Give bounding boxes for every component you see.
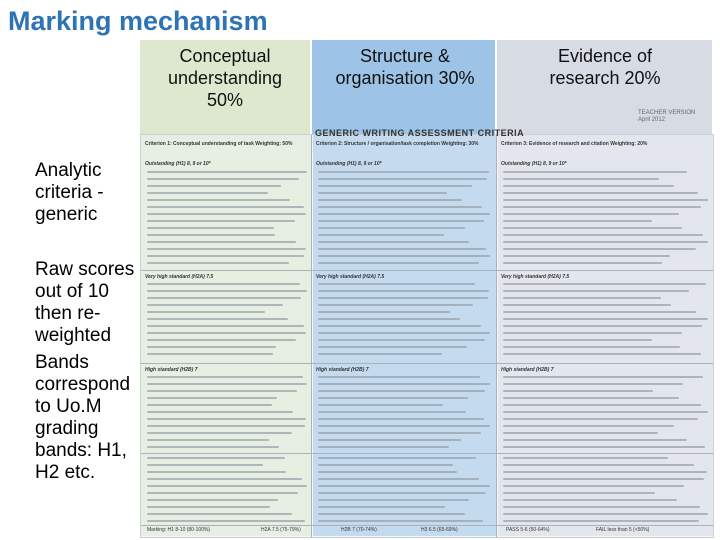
text-line bbox=[503, 376, 703, 378]
text-line bbox=[503, 241, 708, 243]
text-line bbox=[147, 457, 285, 459]
text-line bbox=[147, 390, 297, 392]
text-line bbox=[503, 520, 699, 522]
text-line bbox=[318, 290, 489, 292]
text-line bbox=[147, 404, 272, 406]
text-line bbox=[147, 425, 305, 427]
text-line bbox=[503, 478, 704, 480]
band-label-high: High standard (H2B) 7 bbox=[316, 367, 369, 373]
text-line bbox=[503, 418, 698, 420]
footer-band: H2B 7 (70-74%) bbox=[341, 527, 377, 533]
document-overlay bbox=[140, 110, 712, 138]
band-divider bbox=[141, 453, 713, 454]
text-line bbox=[503, 506, 700, 508]
band-label-high: High standard (H2B) 7 bbox=[501, 367, 554, 373]
text-line bbox=[503, 383, 683, 385]
band-label-very-high: Very high standard (H2A) 7.5 bbox=[145, 274, 214, 280]
doc-column-conceptual bbox=[141, 135, 311, 536]
text-line bbox=[318, 255, 490, 257]
text-line bbox=[318, 411, 466, 413]
text-line bbox=[503, 206, 701, 208]
text-line bbox=[503, 213, 679, 215]
text-line bbox=[318, 520, 483, 522]
text-line bbox=[147, 227, 274, 229]
text-line bbox=[147, 206, 304, 208]
text-line bbox=[503, 464, 694, 466]
criterion-heading: Criterion 3: Evidence of research and citation Weighting: 20% bbox=[501, 141, 648, 147]
footer-band: PASS 5-6 (50-64%) bbox=[506, 527, 550, 533]
text-line bbox=[147, 446, 279, 448]
text-line bbox=[318, 304, 473, 306]
text-line bbox=[318, 457, 476, 459]
text-line bbox=[503, 439, 687, 441]
text-line bbox=[147, 234, 275, 236]
text-line bbox=[318, 471, 457, 473]
column-divider bbox=[496, 135, 497, 537]
band-label-very-high: Very high standard (H2A) 7.5 bbox=[316, 274, 385, 280]
text-line bbox=[147, 192, 268, 194]
text-line bbox=[503, 227, 682, 229]
text-line bbox=[318, 213, 490, 215]
text-line bbox=[147, 499, 278, 501]
text-line bbox=[318, 353, 442, 355]
text-line bbox=[147, 290, 307, 292]
text-line bbox=[503, 499, 677, 501]
text-line bbox=[503, 178, 659, 180]
text-line bbox=[318, 499, 469, 501]
text-line bbox=[147, 471, 286, 473]
text-line bbox=[147, 376, 303, 378]
text-line bbox=[503, 485, 684, 487]
text-line bbox=[503, 185, 674, 187]
text-line bbox=[318, 485, 490, 487]
text-line bbox=[318, 192, 447, 194]
text-line bbox=[147, 485, 307, 487]
text-line bbox=[147, 185, 281, 187]
text-line bbox=[318, 206, 482, 208]
text-line bbox=[147, 492, 298, 494]
text-line bbox=[503, 297, 661, 299]
text-line bbox=[503, 332, 682, 334]
footer-band: FAIL less than 5 (<50%) bbox=[596, 527, 650, 533]
text-line bbox=[147, 325, 304, 327]
text-line bbox=[147, 241, 296, 243]
criteria-document bbox=[140, 134, 714, 538]
text-line bbox=[147, 332, 306, 334]
text-line bbox=[503, 199, 708, 201]
text-line bbox=[318, 339, 485, 341]
text-line bbox=[318, 390, 485, 392]
text-line bbox=[503, 492, 655, 494]
text-line bbox=[318, 325, 481, 327]
text-line bbox=[147, 506, 270, 508]
band-label-outstanding: Outstanding (H1) 8, 9 or 10* bbox=[316, 161, 382, 167]
teacher-version-note: TEACHER VERSION April 2012 bbox=[638, 110, 696, 123]
text-line bbox=[318, 171, 489, 173]
text-line bbox=[318, 241, 469, 243]
text-line bbox=[147, 318, 288, 320]
text-line bbox=[503, 432, 658, 434]
footer-band: H2A 7.5 (75-79%) bbox=[261, 527, 301, 533]
text-line bbox=[318, 425, 490, 427]
text-line bbox=[147, 213, 306, 215]
band-label-outstanding: Outstanding (H1) 8, 9 or 10* bbox=[501, 161, 567, 167]
text-line bbox=[503, 220, 652, 222]
text-line bbox=[318, 404, 443, 406]
band-label-outstanding: Outstanding (H1) 8, 9 or 10* bbox=[145, 161, 211, 167]
text-line bbox=[503, 248, 696, 250]
text-line bbox=[147, 397, 277, 399]
band-divider bbox=[141, 363, 713, 364]
text-line bbox=[147, 171, 307, 173]
text-line bbox=[147, 311, 265, 313]
text-line bbox=[147, 353, 273, 355]
text-line bbox=[318, 227, 465, 229]
text-line bbox=[503, 325, 702, 327]
text-line bbox=[503, 234, 703, 236]
band-divider bbox=[141, 270, 713, 271]
text-line bbox=[147, 220, 295, 222]
text-line bbox=[503, 171, 687, 173]
text-line bbox=[503, 192, 698, 194]
text-line bbox=[503, 311, 696, 313]
column-title-structure: Structure & organisation 30% bbox=[335, 46, 475, 88]
text-line bbox=[503, 353, 701, 355]
text-line bbox=[503, 283, 706, 285]
band-label-high: High standard (H2B) 7 bbox=[145, 367, 198, 373]
text-line bbox=[318, 178, 487, 180]
text-line bbox=[503, 425, 674, 427]
text-line bbox=[503, 404, 701, 406]
criterion-heading: Criterion 1: Conceptual understanding of task Weighting: 50% bbox=[145, 141, 293, 147]
column-title-evidence: Evidence of research 20% bbox=[549, 46, 661, 88]
text-line bbox=[318, 220, 484, 222]
text-line bbox=[147, 439, 269, 441]
text-line bbox=[147, 418, 306, 420]
text-line bbox=[503, 457, 668, 459]
doc-column-structure bbox=[313, 135, 496, 536]
text-line bbox=[318, 234, 444, 236]
text-line bbox=[503, 262, 662, 264]
band-divider bbox=[141, 525, 713, 526]
footer-band: Marking: H1 8-10 (80-100%) bbox=[147, 527, 211, 533]
text-line bbox=[147, 178, 299, 180]
criterion-heading: Criterion 2: Structure / organisation/task completion Weighting: 30% bbox=[316, 141, 479, 147]
band-label-very-high: Very high standard (H2A) 7.5 bbox=[501, 274, 570, 280]
text-line bbox=[318, 332, 490, 334]
text-line bbox=[318, 464, 453, 466]
text-line bbox=[147, 478, 302, 480]
text-line bbox=[318, 248, 486, 250]
text-line bbox=[318, 418, 484, 420]
text-line bbox=[503, 339, 652, 341]
text-line bbox=[503, 290, 689, 292]
text-line bbox=[147, 199, 290, 201]
text-line bbox=[503, 390, 653, 392]
text-line bbox=[318, 311, 450, 313]
footer-band: H3 6.5 (65-69%) bbox=[421, 527, 458, 533]
text-line bbox=[318, 383, 490, 385]
text-line bbox=[318, 492, 486, 494]
text-line bbox=[318, 297, 488, 299]
text-line bbox=[318, 262, 479, 264]
text-line bbox=[147, 283, 300, 285]
column-divider bbox=[311, 135, 312, 537]
text-line bbox=[147, 411, 293, 413]
text-line bbox=[318, 513, 465, 515]
text-line bbox=[147, 383, 307, 385]
text-line bbox=[318, 185, 472, 187]
text-line bbox=[503, 471, 707, 473]
text-line bbox=[147, 248, 306, 250]
text-line bbox=[318, 432, 481, 434]
text-line bbox=[503, 397, 679, 399]
slide-title: Marking mechanism bbox=[8, 6, 268, 36]
column-title-conceptual: Conceptual understanding 50% bbox=[167, 46, 283, 110]
text-line bbox=[147, 297, 301, 299]
text-line bbox=[147, 520, 305, 522]
text-line bbox=[147, 304, 283, 306]
text-line bbox=[147, 513, 292, 515]
text-line bbox=[503, 411, 708, 413]
text-line bbox=[318, 318, 460, 320]
document-title: GENERIC WRITING ASSESSMENT CRITERIA bbox=[315, 128, 525, 138]
text-line bbox=[503, 446, 705, 448]
text-line bbox=[318, 283, 475, 285]
text-line bbox=[503, 513, 708, 515]
left-label-criteria: Analytic criteria - generic bbox=[35, 160, 104, 225]
text-line bbox=[318, 478, 479, 480]
doc-column-evidence bbox=[498, 135, 713, 536]
text-line bbox=[318, 376, 480, 378]
text-line bbox=[147, 464, 263, 466]
left-label-bands: Bands correspond to Uo.M grading bands: H1, H2 etc. bbox=[35, 352, 131, 483]
text-line bbox=[503, 255, 670, 257]
left-label-raw-scores: Raw scores out of 10 then re-weighted bbox=[35, 259, 135, 346]
text-line bbox=[503, 304, 671, 306]
text-line bbox=[147, 346, 276, 348]
text-line bbox=[318, 446, 449, 448]
text-line bbox=[147, 432, 292, 434]
text-line bbox=[318, 506, 445, 508]
text-line bbox=[318, 439, 461, 441]
text-line bbox=[503, 346, 680, 348]
text-line bbox=[147, 255, 304, 257]
text-line bbox=[147, 262, 289, 264]
text-line bbox=[318, 199, 462, 201]
text-line bbox=[503, 318, 708, 320]
text-line bbox=[318, 397, 468, 399]
text-line bbox=[318, 346, 467, 348]
text-line bbox=[147, 339, 296, 341]
